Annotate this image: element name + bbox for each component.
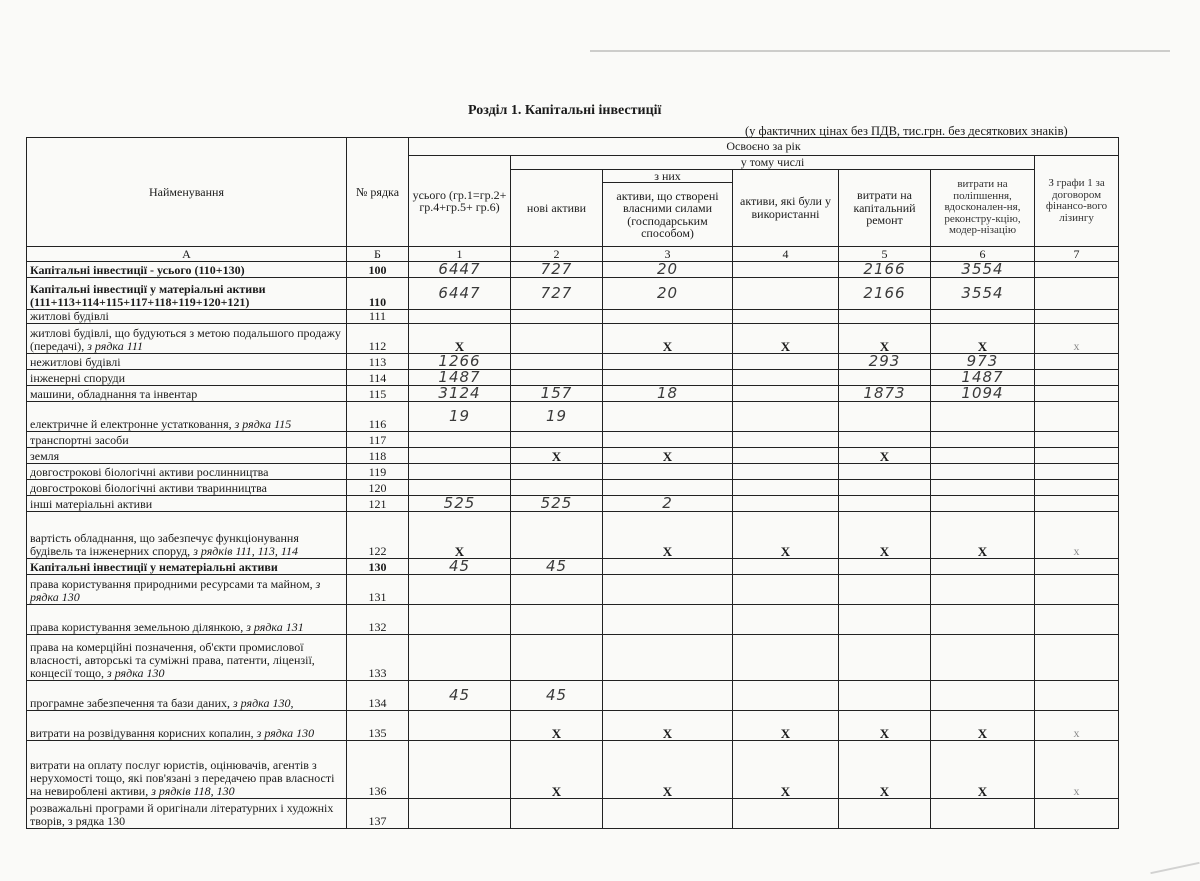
cell-empty — [603, 402, 733, 432]
row-code: 114 — [347, 370, 409, 386]
cell-empty — [511, 480, 603, 496]
cell-empty — [839, 681, 931, 711]
cell-handwritten-value: 1266 — [409, 354, 511, 370]
cell-empty — [409, 741, 511, 799]
table-row — [27, 402, 1119, 432]
row-name-text: вартість обладнання, що забезпечує функціонування будівель та інженерних споруд, — [30, 531, 299, 558]
row-name-text: розважальні програми й оригінали літературних і художніх творів, з рядка 130 — [30, 801, 334, 828]
row-source-ref: з рядків 118, 130 — [151, 784, 235, 798]
cell-handwritten-value: 2166 — [839, 278, 931, 310]
row-code: 117 — [347, 432, 409, 448]
row-name-text: інші матеріальні активи — [30, 497, 153, 511]
table-row — [27, 370, 1119, 386]
cell-empty — [511, 575, 603, 605]
row-name — [27, 464, 347, 480]
cell-empty — [839, 432, 931, 448]
cell-empty — [511, 635, 603, 681]
row-name-text: земля — [30, 449, 60, 463]
row-code: 119 — [347, 464, 409, 480]
cell-not-applicable-mark: X — [409, 512, 511, 559]
cell-handwritten-value: 45 — [409, 681, 511, 711]
table-row — [27, 432, 1119, 448]
row-source-ref: з рядків 111, 113, 114 — [193, 544, 298, 558]
row-name — [27, 605, 347, 635]
cell-not-applicable-mark: X — [733, 512, 839, 559]
cell-empty — [1035, 480, 1119, 496]
cell-handwritten-value: 727 — [511, 262, 603, 278]
row-source-ref: з рядка 130 — [30, 577, 321, 604]
cell-empty — [733, 635, 839, 681]
cell-handwritten-value: 19 — [511, 402, 603, 432]
cell-not-applicable-mark: X — [511, 741, 603, 799]
cell-not-applicable-mark: X — [931, 741, 1035, 799]
header-total: усього (гр.1=гр.2+ гр.4+гр.5+ гр.6) — [409, 156, 511, 247]
cell-not-applicable-mark: x — [1035, 324, 1119, 354]
cell-empty — [603, 605, 733, 635]
cell-empty — [1035, 799, 1119, 829]
table-row — [27, 310, 1119, 324]
cell-handwritten-value: 3124 — [409, 386, 511, 402]
cell-empty — [733, 402, 839, 432]
cell-empty — [733, 480, 839, 496]
cell-empty — [839, 496, 931, 512]
cell-handwritten-value: 45 — [409, 559, 511, 575]
cell-empty — [839, 799, 931, 829]
cell-empty — [1035, 496, 1119, 512]
table-row — [27, 278, 1119, 310]
cell-handwritten-value: 19 — [409, 402, 511, 432]
cell-empty — [409, 464, 511, 480]
row-name-text: Капітальні інвестиції у матеріальні активи (111+113+114+115+117+118+119+120+121) — [30, 282, 266, 309]
cell-handwritten-value: 525 — [511, 496, 603, 512]
cell-not-applicable-mark: X — [733, 741, 839, 799]
row-code: 112 — [347, 324, 409, 354]
table-row — [27, 262, 1119, 278]
row-name-text: програмне забезпечення та бази даних, — [30, 696, 230, 710]
header-leasing: З графи 1 за договором фінансо-вого лізингу — [1035, 156, 1119, 247]
row-name — [27, 262, 347, 278]
cell-not-applicable-mark: x — [1035, 711, 1119, 741]
cell-handwritten-value: 2166 — [839, 262, 931, 278]
header-improvement: витрати на поліпшення, вдосконален-ня, реконстру-кцію, модер-нізацію — [931, 169, 1035, 247]
cell-empty — [409, 605, 511, 635]
cell-empty — [603, 480, 733, 496]
cell-empty — [931, 448, 1035, 464]
cell-not-applicable-mark: X — [839, 448, 931, 464]
cell-empty — [1035, 262, 1119, 278]
row-name — [27, 370, 347, 386]
row-name — [27, 512, 347, 559]
header-of-them: з них — [603, 169, 733, 183]
cell-empty — [409, 310, 511, 324]
table-row — [27, 386, 1119, 402]
cell-empty — [733, 386, 839, 402]
cell-empty — [1035, 278, 1119, 310]
cell-handwritten-value: 973 — [931, 354, 1035, 370]
cell-empty — [1035, 310, 1119, 324]
cell-empty — [733, 496, 839, 512]
cell-empty — [603, 681, 733, 711]
row-name — [27, 559, 347, 575]
row-name-text: машини, обладнання та інвентар — [30, 387, 198, 401]
cell-handwritten-value: 1873 — [839, 386, 931, 402]
cell-empty — [409, 432, 511, 448]
row-code: 131 — [347, 575, 409, 605]
cell-empty — [1035, 448, 1119, 464]
column-letter: Б — [347, 247, 409, 262]
column-letter: 5 — [839, 247, 931, 262]
cell-handwritten-value: 45 — [511, 681, 603, 711]
cell-empty — [733, 310, 839, 324]
header-own-forces: активи, що створені власними силами (господарським способом) — [603, 183, 733, 247]
cell-empty — [603, 432, 733, 448]
cell-not-applicable-mark: X — [931, 324, 1035, 354]
column-letter: 7 — [1035, 247, 1119, 262]
cell-empty — [603, 464, 733, 480]
cell-not-applicable-mark: X — [603, 741, 733, 799]
cell-handwritten-value: 6447 — [409, 278, 511, 310]
table-row — [27, 799, 1119, 829]
cell-empty — [839, 605, 931, 635]
cell-empty — [839, 402, 931, 432]
row-name — [27, 354, 347, 370]
row-code: 137 — [347, 799, 409, 829]
cell-empty — [839, 635, 931, 681]
row-name — [27, 480, 347, 496]
cell-not-applicable-mark: X — [409, 324, 511, 354]
cell-empty — [733, 464, 839, 480]
scan-edge-line — [1150, 862, 1199, 874]
cell-empty — [733, 681, 839, 711]
cell-not-applicable-mark: X — [839, 512, 931, 559]
row-code: 120 — [347, 480, 409, 496]
row-name — [27, 402, 347, 432]
cell-empty — [839, 464, 931, 480]
cell-not-applicable-mark: X — [603, 324, 733, 354]
cell-empty — [839, 480, 931, 496]
cell-not-applicable-mark: X — [839, 711, 931, 741]
scan-edge-line — [590, 50, 1170, 52]
cell-empty — [931, 559, 1035, 575]
row-name — [27, 324, 347, 354]
row-name-text: довгострокові біологічні активи рослинництва — [30, 465, 269, 479]
cell-empty — [931, 799, 1035, 829]
row-name-text: довгострокові біологічні активи тваринництва — [30, 481, 267, 495]
table-row — [27, 512, 1119, 559]
cell-empty — [1035, 635, 1119, 681]
cell-empty — [603, 559, 733, 575]
cell-empty — [603, 635, 733, 681]
cell-not-applicable-mark: X — [511, 711, 603, 741]
cell-empty — [931, 681, 1035, 711]
cell-empty — [409, 480, 511, 496]
cell-empty — [931, 605, 1035, 635]
row-name — [27, 635, 347, 681]
cell-handwritten-value: 1487 — [931, 370, 1035, 386]
cell-empty — [839, 559, 931, 575]
cell-empty — [931, 432, 1035, 448]
row-code: 134 — [347, 681, 409, 711]
row-code: 111 — [347, 310, 409, 324]
column-letter: 2 — [511, 247, 603, 262]
cell-handwritten-value: 45 — [511, 559, 603, 575]
table-row — [27, 681, 1119, 711]
row-code: 133 — [347, 635, 409, 681]
cell-empty — [733, 354, 839, 370]
row-name — [27, 741, 347, 799]
row-code: 130 — [347, 559, 409, 575]
table-row — [27, 496, 1119, 512]
table-row — [27, 480, 1119, 496]
row-name — [27, 448, 347, 464]
cell-not-applicable-mark: X — [839, 741, 931, 799]
header-name: Найменування — [27, 138, 347, 247]
cell-empty — [931, 480, 1035, 496]
table-row — [27, 711, 1119, 741]
cell-not-applicable-mark: x — [1035, 512, 1119, 559]
cell-empty — [733, 799, 839, 829]
cell-handwritten-value: 727 — [511, 278, 603, 310]
cell-empty — [511, 432, 603, 448]
cell-empty — [511, 354, 603, 370]
cell-empty — [511, 324, 603, 354]
section-title: Розділ 1. Капітальні інвестиції — [468, 103, 662, 118]
cell-empty — [1035, 354, 1119, 370]
cell-handwritten-value: 157 — [511, 386, 603, 402]
cell-empty — [733, 278, 839, 310]
row-code: 118 — [347, 448, 409, 464]
cell-not-applicable-mark: X — [603, 448, 733, 464]
cell-handwritten-value: 1094 — [931, 386, 1035, 402]
header-cap-repair: витрати на капітальний ремонт — [839, 169, 931, 247]
row-name-text: витрати на оплату послуг юристів, оцінювачів, агентів з нерухомості тощо, які пов'язані з передачею прав власності на невироблені активи, — [30, 758, 335, 798]
row-name-text: витрати на розвідування корисних копалин, — [30, 726, 254, 740]
cell-empty — [839, 310, 931, 324]
cell-handwritten-value: 3554 — [931, 262, 1035, 278]
cell-empty — [511, 464, 603, 480]
cell-empty — [511, 512, 603, 559]
cell-empty — [733, 432, 839, 448]
cell-empty — [511, 799, 603, 829]
row-name — [27, 799, 347, 829]
cell-empty — [603, 799, 733, 829]
cell-not-applicable-mark: X — [603, 512, 733, 559]
cell-empty — [1035, 681, 1119, 711]
cell-not-applicable-mark: X — [511, 448, 603, 464]
row-source-ref: з рядка 131 — [246, 620, 304, 634]
header-code: № рядка — [347, 138, 409, 247]
cell-handwritten-value: 3554 — [931, 278, 1035, 310]
cell-not-applicable-mark: X — [733, 711, 839, 741]
cell-empty — [603, 310, 733, 324]
row-code: 110 — [347, 278, 409, 310]
row-source-ref: з рядка 130 — [107, 666, 165, 680]
row-code: 135 — [347, 711, 409, 741]
row-name-text: Капітальні інвестиції - усього (110+130) — [30, 263, 245, 277]
cell-empty — [511, 310, 603, 324]
column-letter: 3 — [603, 247, 733, 262]
row-name-text: електричне й електронне устатковання, — [30, 417, 232, 431]
cell-not-applicable-mark: X — [931, 711, 1035, 741]
cell-empty — [839, 575, 931, 605]
table-row — [27, 635, 1119, 681]
table-row — [27, 741, 1119, 799]
row-source-ref: з рядка 115 — [234, 417, 292, 431]
row-name — [27, 681, 347, 711]
row-name — [27, 432, 347, 448]
cell-not-applicable-mark: X — [839, 324, 931, 354]
row-name — [27, 711, 347, 741]
row-name — [27, 575, 347, 605]
row-name — [27, 496, 347, 512]
table-row — [27, 575, 1119, 605]
cell-handwritten-value: 293 — [839, 354, 931, 370]
table-row — [27, 464, 1119, 480]
cell-empty — [1035, 559, 1119, 575]
column-letter: 4 — [733, 247, 839, 262]
cell-empty — [409, 575, 511, 605]
cell-empty — [603, 370, 733, 386]
cell-empty — [1035, 386, 1119, 402]
table-row — [27, 448, 1119, 464]
row-code: 113 — [347, 354, 409, 370]
header-new-assets: нові активи — [511, 169, 603, 247]
capital-investments-table — [26, 137, 1119, 829]
cell-empty — [1035, 370, 1119, 386]
cell-empty — [1035, 432, 1119, 448]
cell-empty — [733, 448, 839, 464]
table-row — [27, 324, 1119, 354]
cell-empty — [931, 310, 1035, 324]
cell-empty — [733, 370, 839, 386]
row-name-text: права користування земельною ділянкою, — [30, 620, 244, 634]
cell-handwritten-value: 525 — [409, 496, 511, 512]
cell-empty — [839, 370, 931, 386]
cell-empty — [931, 464, 1035, 480]
column-letter: 1 — [409, 247, 511, 262]
cell-empty — [1035, 402, 1119, 432]
cell-empty — [409, 799, 511, 829]
header-used-assets: активи, які були у використанні — [733, 169, 839, 247]
row-code: 121 — [347, 496, 409, 512]
column-letter: 6 — [931, 247, 1035, 262]
row-name-text: права користування природними ресурсами та майном, — [30, 577, 313, 591]
cell-empty — [733, 605, 839, 635]
cell-empty — [409, 711, 511, 741]
cell-empty — [931, 496, 1035, 512]
cell-empty — [931, 575, 1035, 605]
row-code: 136 — [347, 741, 409, 799]
row-code: 122 — [347, 512, 409, 559]
row-name-text: житлові будівлі, що будуються з метою подальшого продажу (передачі), — [30, 326, 341, 353]
cell-not-applicable-mark: X — [931, 512, 1035, 559]
row-name-text: інженерні споруди — [30, 371, 126, 385]
cell-handwritten-value: 20 — [603, 262, 733, 278]
row-source-ref: з рядка 130, — [233, 696, 294, 710]
cell-empty — [409, 448, 511, 464]
cell-empty — [931, 402, 1035, 432]
cell-empty — [733, 559, 839, 575]
cell-empty — [603, 354, 733, 370]
cell-empty — [409, 635, 511, 681]
row-code: 100 — [347, 262, 409, 278]
row-code: 116 — [347, 402, 409, 432]
cell-empty — [1035, 464, 1119, 480]
row-name-text: транспортні засоби — [30, 433, 129, 447]
cell-empty — [1035, 575, 1119, 605]
header-incl: у тому числі — [511, 156, 1035, 170]
row-name — [27, 310, 347, 324]
cell-empty — [733, 262, 839, 278]
table-row — [27, 559, 1119, 575]
cell-not-applicable-mark: X — [733, 324, 839, 354]
cell-handwritten-value: 2 — [603, 496, 733, 512]
cell-not-applicable-mark: X — [603, 711, 733, 741]
cell-handwritten-value: 1487 — [409, 370, 511, 386]
row-name-text: Капітальні інвестиції у нематеріальні активи — [30, 560, 278, 574]
cell-empty — [603, 575, 733, 605]
column-letter: А — [27, 247, 347, 262]
cell-empty — [511, 605, 603, 635]
row-name-text: нежитлові будівлі — [30, 355, 121, 369]
row-source-ref: з рядка 111 — [87, 339, 143, 353]
cell-empty — [931, 635, 1035, 681]
row-name — [27, 386, 347, 402]
row-name — [27, 278, 347, 310]
cell-not-applicable-mark: x — [1035, 741, 1119, 799]
row-source-ref: з рядка 130 — [256, 726, 315, 740]
row-name-text: права на комерційні позначення, об'єкти промислової власності, авторські та суміжні права, патенти, ліцензії, концесії тощо, — [30, 640, 315, 680]
row-code: 132 — [347, 605, 409, 635]
row-code: 115 — [347, 386, 409, 402]
units-note: (у фактичних цінах без ПДВ, тис.грн. без десяткових знаків) — [745, 124, 1068, 138]
table-row — [27, 605, 1119, 635]
cell-handwritten-value: 18 — [603, 386, 733, 402]
cell-handwritten-value: 20 — [603, 278, 733, 310]
cell-empty — [1035, 605, 1119, 635]
header-mastered: Освоєно за рік — [409, 138, 1119, 156]
cell-empty — [511, 370, 603, 386]
cell-handwritten-value: 6447 — [409, 262, 511, 278]
cell-empty — [733, 575, 839, 605]
row-name-text: житлові будівлі — [30, 309, 109, 323]
table-row — [27, 354, 1119, 370]
